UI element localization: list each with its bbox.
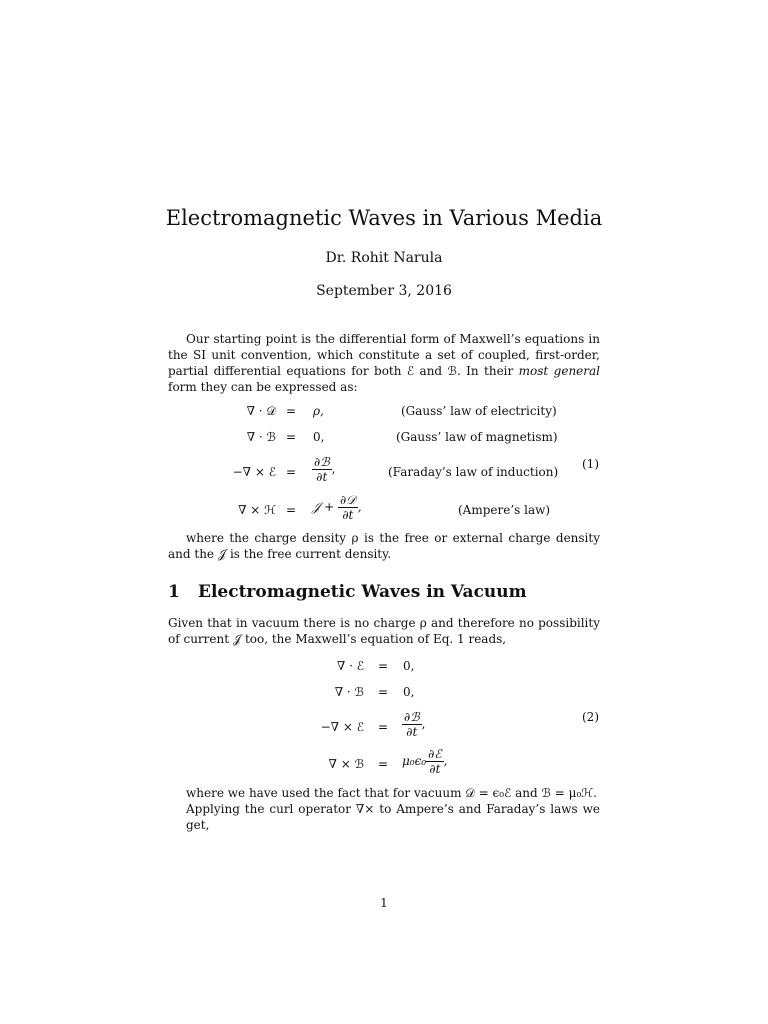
eq2-row2-lhs: ∇ · ℬ xyxy=(334,685,364,699)
eq2-row3-rhs xyxy=(402,710,425,739)
eq1-tag: (1) xyxy=(582,457,599,471)
after-eq1-paragraph: where the charge density ρ is the free or external charge density and the 𝒥 is the free current density. xyxy=(168,531,600,561)
intro-text-end: form they can be expressed as: xyxy=(168,380,358,394)
eq1-row3-note: (Faraday’s law of induction) xyxy=(388,465,559,479)
eq1-row1-lhs: ∇ · 𝒟 xyxy=(246,404,276,418)
eq1-row3-lhs: −∇ × ℰ xyxy=(232,465,276,479)
eq1-row4-rhs xyxy=(312,493,362,522)
after-eq2-line1: where we have used the fact that for vacuum 𝒟 = ϵ₀ℰ and ℬ = μ₀ℋ. xyxy=(186,786,597,800)
eq1-row1-equals: = xyxy=(286,404,297,418)
eq1-row2-rhs: 0, xyxy=(313,430,325,444)
paper-date: September 3, 2016 xyxy=(316,283,452,299)
intro-text: Our starting point is the differential form of Maxwell’s equations in the SI unit convention, which constitute a set of coupled, first-order, partial differential equations for both ℰ and ℬ. In their xyxy=(168,332,600,378)
intro-paragraph xyxy=(168,331,600,395)
eq1-row2-equals: = xyxy=(286,430,297,444)
eq1-row4-equals: = xyxy=(286,503,297,517)
eq2-row3-numerator: ∂ℬ xyxy=(404,710,420,724)
section1-paragraph: Given that in vacuum there is no charge ρ and therefore no possibility of current 𝒥 too, the Maxwell’s equation of Eq. 1 reads, xyxy=(168,616,600,646)
eq1-row4-denominator: ∂t xyxy=(342,508,354,522)
eq2-tag: (2) xyxy=(582,710,599,724)
eq1-row4-lhs: ∇ × ℋ xyxy=(238,503,276,517)
eq2-row2-equals: = xyxy=(378,685,389,699)
eq1-row4-fraction xyxy=(338,493,358,522)
eq1-row3-fraction xyxy=(312,455,332,484)
eq1-row4-note: (Ampere’s law) xyxy=(458,503,551,517)
intro-emphasis: most general xyxy=(518,364,600,378)
eq1-row3-rhs xyxy=(312,455,335,484)
paper-title: Electromagnetic Waves in Various Media xyxy=(165,206,603,230)
section-heading xyxy=(168,582,527,602)
paper-author: Dr. Rohit Narula xyxy=(325,250,443,266)
eq2-row3-fraction xyxy=(402,710,422,739)
eq2-row4-numerator: ∂ℰ xyxy=(428,747,442,761)
page-number: 1 xyxy=(380,896,388,910)
eq2-row1-equals: = xyxy=(378,659,389,673)
eq1-row3-equals: = xyxy=(286,465,297,479)
eq2-row4-fraction xyxy=(426,747,443,776)
eq2-row4-prefix: μ₀ϵ₀ xyxy=(402,754,427,768)
eq1-row3-comma: , xyxy=(331,462,336,476)
eq2-row4-comma: , xyxy=(443,754,448,768)
after-eq2-line2: Applying the curl operator ∇× to Ampere’s and Faraday’s laws we get, xyxy=(186,802,600,832)
eq1-row1-note: (Gauss’ law of electricity) xyxy=(401,404,557,418)
eq2-row3-equals: = xyxy=(378,720,389,734)
eq2-row2-rhs: 0, xyxy=(403,685,415,699)
eq2-row3-comma: , xyxy=(421,717,426,731)
section-title: Electromagnetic Waves in Vacuum xyxy=(198,582,527,602)
eq2-row3-lhs: −∇ × ℰ xyxy=(320,720,364,734)
eq2-row1-lhs: ∇ · ℰ xyxy=(336,659,364,673)
eq1-row4-comma: , xyxy=(357,500,362,514)
eq1-row3-denominator: ∂t xyxy=(316,470,328,484)
eq1-row2-lhs: ∇ · ℬ xyxy=(246,430,276,444)
eq2-row4-denominator: ∂t xyxy=(429,762,441,776)
eq2-row4-rhs xyxy=(402,747,447,776)
eq1-row4-numerator: ∂𝒟 xyxy=(339,493,356,507)
eq2-row4-lhs: ∇ × ℬ xyxy=(328,757,364,771)
section-number: 1 xyxy=(168,582,180,602)
eq1-row2-note: (Gauss’ law of magnetism) xyxy=(396,430,558,444)
eq1-row4-prefix: 𝒥 + xyxy=(312,500,338,514)
eq2-row1-rhs: 0, xyxy=(403,659,415,673)
eq2-row4-equals: = xyxy=(378,757,389,771)
eq1-row3-numerator: ∂ℬ xyxy=(314,455,330,469)
eq1-row1-rhs: ρ, xyxy=(313,404,324,418)
eq2-row3-denominator: ∂t xyxy=(406,725,418,739)
